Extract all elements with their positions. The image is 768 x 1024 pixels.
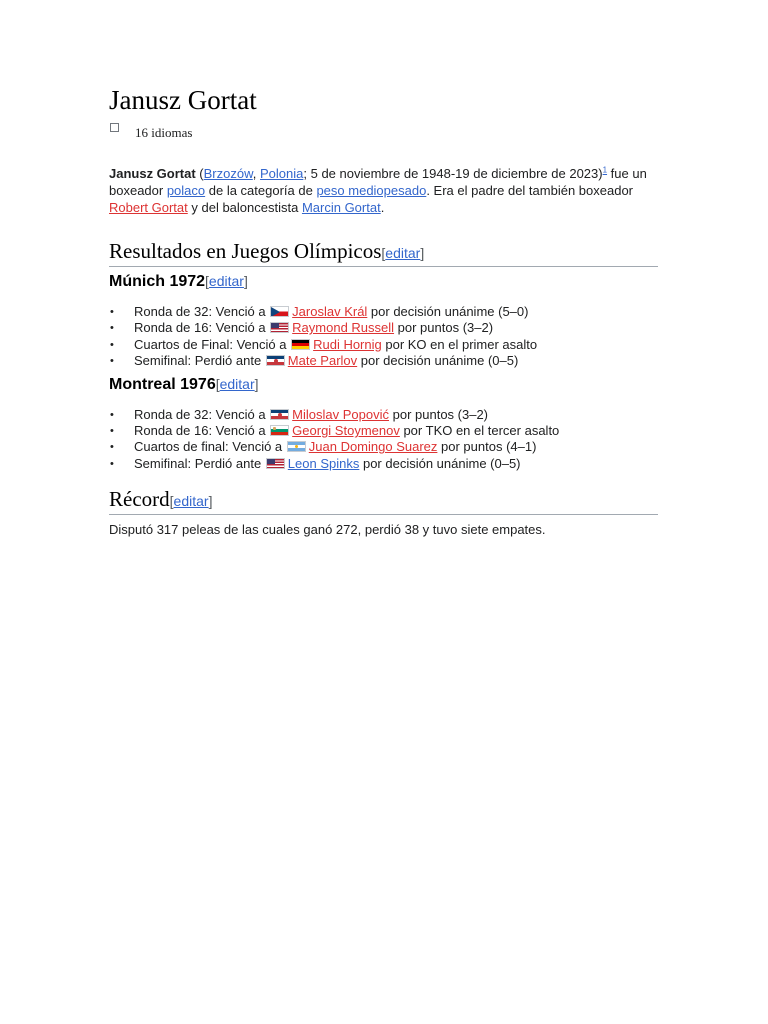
result-text: por puntos (3–2) bbox=[394, 320, 494, 336]
result-text: Cuartos de final: Venció a bbox=[134, 439, 286, 455]
montreal-results-list bbox=[109, 407, 658, 473]
edit-link[interactable]: editar bbox=[385, 245, 421, 261]
czechoslovakia-flag-icon bbox=[270, 306, 289, 317]
opponent-link[interactable]: Miloslav Popović bbox=[292, 406, 389, 422]
section-title: Récord bbox=[109, 487, 170, 512]
list-item bbox=[134, 320, 658, 336]
list-item bbox=[134, 439, 658, 455]
link-peso-mediopesado[interactable]: peso mediopesado bbox=[316, 183, 427, 198]
edit-section-record bbox=[170, 493, 213, 509]
edit-bracket: ] bbox=[208, 493, 213, 510]
edit-link[interactable]: editar bbox=[173, 493, 209, 510]
list-item bbox=[134, 304, 658, 320]
lead-text: y del baloncestista bbox=[187, 200, 302, 215]
lead-text: . bbox=[380, 200, 385, 215]
link-marcin-gortat[interactable]: Marcin Gortat bbox=[301, 200, 381, 215]
result-text: Semifinal: Perdió ante bbox=[134, 455, 265, 471]
opponent-link[interactable]: Raymond Russell bbox=[292, 320, 395, 336]
list-item bbox=[134, 456, 658, 472]
result-text: Semifinal: Perdió ante bbox=[134, 353, 265, 369]
argentina-flag-icon bbox=[287, 441, 306, 452]
subsection-heading-munich bbox=[109, 270, 658, 293]
article-content bbox=[109, 82, 658, 538]
result-text: por decisión unánime (5–0) bbox=[367, 304, 529, 319]
yugoslavia-flag-icon bbox=[270, 409, 289, 420]
language-count[interactable]: 16 idiomas bbox=[135, 125, 193, 140]
language-selector[interactable] bbox=[109, 120, 658, 150]
result-text: Ronda de 32: Venció a bbox=[134, 406, 270, 422]
edit-bracket: [ bbox=[215, 375, 220, 392]
language-checkbox-icon[interactable] bbox=[110, 123, 119, 132]
record-paragraph: Disputó 317 peleas de las cuales ganó 272, perdió 38 y tuvo siete empates. bbox=[109, 522, 546, 538]
lead-text: ( bbox=[195, 166, 204, 181]
lead-paragraph bbox=[109, 165, 658, 216]
list-item bbox=[134, 423, 658, 439]
lead-text: , bbox=[252, 166, 261, 181]
munich-results-list bbox=[109, 304, 658, 370]
edit-bracket: ] bbox=[243, 273, 248, 289]
page-title: Janusz Gortat bbox=[109, 85, 257, 115]
usa-flag-icon bbox=[266, 458, 285, 469]
result-text: por TKO en el tercer asalto bbox=[399, 423, 560, 439]
subsection-heading-montreal bbox=[109, 373, 658, 396]
lead-text: de la categoría de bbox=[205, 183, 317, 198]
link-polaco[interactable]: polaco bbox=[166, 183, 206, 198]
result-text: Ronda de 32: Venció a bbox=[134, 304, 270, 319]
edit-section-olympics bbox=[381, 245, 424, 261]
link-polonia[interactable]: Polonia bbox=[260, 166, 304, 181]
edit-bracket: ] bbox=[254, 375, 259, 392]
section-title: Resultados en Juegos Olímpicos bbox=[109, 239, 382, 263]
result-text: Ronda de 16: Venció a bbox=[134, 320, 270, 336]
opponent-link[interactable]: Jaroslav Král bbox=[292, 304, 368, 319]
list-item bbox=[134, 337, 658, 353]
opponent-link[interactable]: Georgi Stoymenov bbox=[292, 423, 400, 439]
edit-section-munich bbox=[205, 273, 248, 289]
opponent-link[interactable]: Leon Spinks bbox=[287, 455, 360, 471]
result-text: por puntos (4–1) bbox=[437, 439, 537, 455]
subsection-title: Montreal 1976 bbox=[109, 375, 216, 393]
link-brzozow[interactable]: Brzozów bbox=[203, 166, 253, 181]
edit-bracket: ] bbox=[420, 245, 425, 261]
lead-text: fue un boxeador bbox=[109, 166, 647, 198]
result-text: por decisión unánime (0–5) bbox=[359, 455, 521, 471]
edit-bracket: [ bbox=[381, 245, 386, 261]
list-item bbox=[134, 353, 658, 369]
opponent-link[interactable]: Rudi Hornig bbox=[313, 336, 382, 352]
bulgaria-flag-icon bbox=[270, 425, 289, 436]
west-germany-flag-icon bbox=[291, 339, 310, 350]
result-text: por decisión unánime (0–5) bbox=[357, 353, 519, 369]
result-text: por KO en el primer asalto bbox=[381, 336, 538, 352]
result-text: por puntos (3–2) bbox=[389, 406, 489, 422]
edit-link[interactable]: editar bbox=[208, 273, 244, 289]
result-text: Cuartos de Final: Venció a bbox=[134, 336, 291, 352]
reference-link[interactable]: 1 bbox=[602, 165, 608, 175]
lead-text: . Era el padre del también boxeador bbox=[426, 183, 633, 198]
edit-bracket: [ bbox=[205, 273, 209, 289]
usa-flag-icon bbox=[270, 322, 289, 333]
list-item bbox=[134, 407, 658, 423]
opponent-link[interactable]: Mate Parlov bbox=[287, 353, 358, 369]
edit-link[interactable]: editar bbox=[219, 375, 255, 392]
link-robert-gortat[interactable]: Robert Gortat bbox=[109, 200, 188, 215]
subsection-title: Múnich 1972 bbox=[109, 273, 206, 290]
section-heading-record bbox=[109, 486, 658, 515]
edit-section-montreal bbox=[216, 376, 259, 392]
opponent-link[interactable]: Juan Domingo Suarez bbox=[308, 439, 438, 455]
subject-name: Janusz Gortat bbox=[109, 166, 196, 181]
result-text: Ronda de 16: Venció a bbox=[134, 423, 270, 439]
yugoslavia-flag-icon bbox=[266, 355, 285, 366]
edit-bracket: [ bbox=[169, 493, 174, 510]
lead-dates: ; 5 de noviembre de 1948-19 de diciembre de 2023) bbox=[303, 166, 603, 181]
section-heading-olympics bbox=[109, 238, 658, 267]
